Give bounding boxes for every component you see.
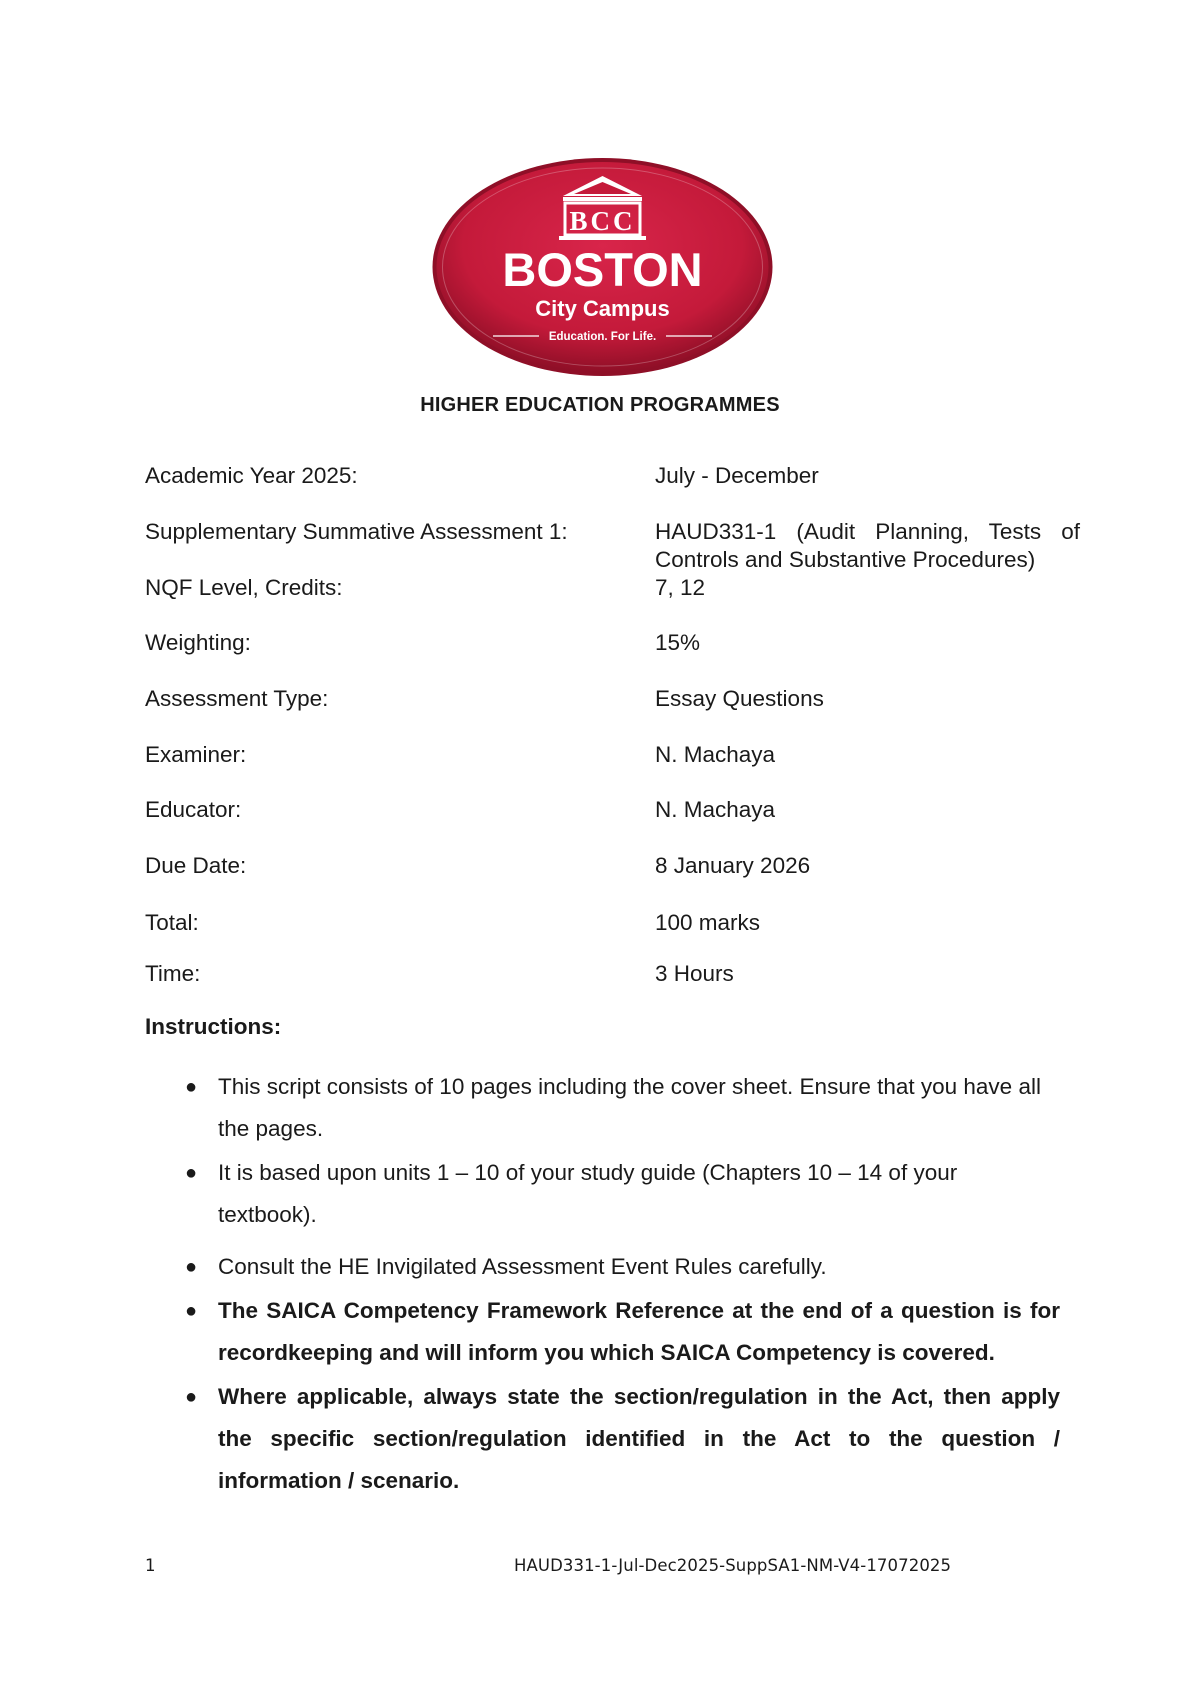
logo-tagline: Education. For Life. <box>548 331 657 343</box>
bullet-icon: ● <box>185 1256 198 1278</box>
instruction-text: Where applicable, always state the section/regulation in the Act, then apply the specific section/regulation identified in the Act to the question / information / scenario. <box>218 1384 1060 1493</box>
boston-city-campus-logo <box>431 156 774 378</box>
logo-subname: City Campus <box>535 296 670 321</box>
detail-label: Educator: <box>145 797 242 822</box>
detail-label: Weighting: <box>145 630 251 655</box>
instruction-text: Consult the HE Invigilated Assessment Event Rules carefully. <box>218 1254 827 1279</box>
detail-value: 15% <box>655 630 701 655</box>
detail-label: Supplementary Summative Assessment 1: <box>145 519 568 544</box>
detail-value: 8 January 2026 <box>655 853 811 878</box>
list-item <box>185 1290 1060 1374</box>
detail-label: NQF Level, Credits: <box>145 575 343 600</box>
instructions-list <box>185 1066 1060 1504</box>
detail-label: Assessment Type: <box>145 686 329 711</box>
detail-label: Examiner: <box>145 742 247 767</box>
detail-value: HAUD331-1 (Audit Planning, Tests of Controls and Substantive Procedures) <box>655 519 1080 572</box>
detail-value: Essay Questions <box>655 686 824 711</box>
instruction-text: It is based upon units 1 – 10 of your study guide (Chapters 10 – 14 of your textbook). <box>218 1160 958 1227</box>
bullet-icon: ● <box>185 1162 198 1184</box>
instructions-title: Instructions: <box>145 1014 282 1039</box>
bullet-icon: ● <box>185 1300 198 1322</box>
detail-value: July - December <box>655 463 819 488</box>
detail-label: Time: <box>145 961 201 986</box>
detail-value: N. Machaya <box>655 742 776 767</box>
programme-heading: HIGHER EDUCATION PROGRAMMES <box>420 394 780 416</box>
detail-value: 100 marks <box>655 910 761 935</box>
document-code: HAUD331-1-Jul-Dec2025-SuppSA1-NM-V4-17072025 <box>514 1556 952 1575</box>
detail-value: 3 Hours <box>655 961 734 986</box>
bullet-icon: ● <box>185 1386 198 1408</box>
logo-emblem <box>431 156 774 378</box>
instruction-text: The SAICA Competency Framework Reference at the end of a question is for recordkeeping and will inform you which SAICA Competency is covered. <box>218 1298 1060 1365</box>
logo-name: BOSTON <box>502 243 703 296</box>
bullet-icon: ● <box>185 1076 198 1098</box>
detail-value: 7, 12 <box>655 575 706 600</box>
list-item <box>185 1246 1060 1288</box>
logo-monogram: BCC <box>569 206 636 236</box>
detail-value: N. Machaya <box>655 797 776 822</box>
list-item <box>185 1066 1060 1150</box>
list-item <box>185 1376 1060 1502</box>
instruction-text: This script consists of 10 pages including the cover sheet. Ensure that you have all the pages. <box>218 1074 1041 1141</box>
detail-label: Due Date: <box>145 853 247 878</box>
detail-label: Academic Year 2025: <box>145 463 358 488</box>
list-item <box>185 1152 1060 1236</box>
page-number: 1 <box>145 1556 156 1575</box>
detail-label: Total: <box>145 910 199 935</box>
